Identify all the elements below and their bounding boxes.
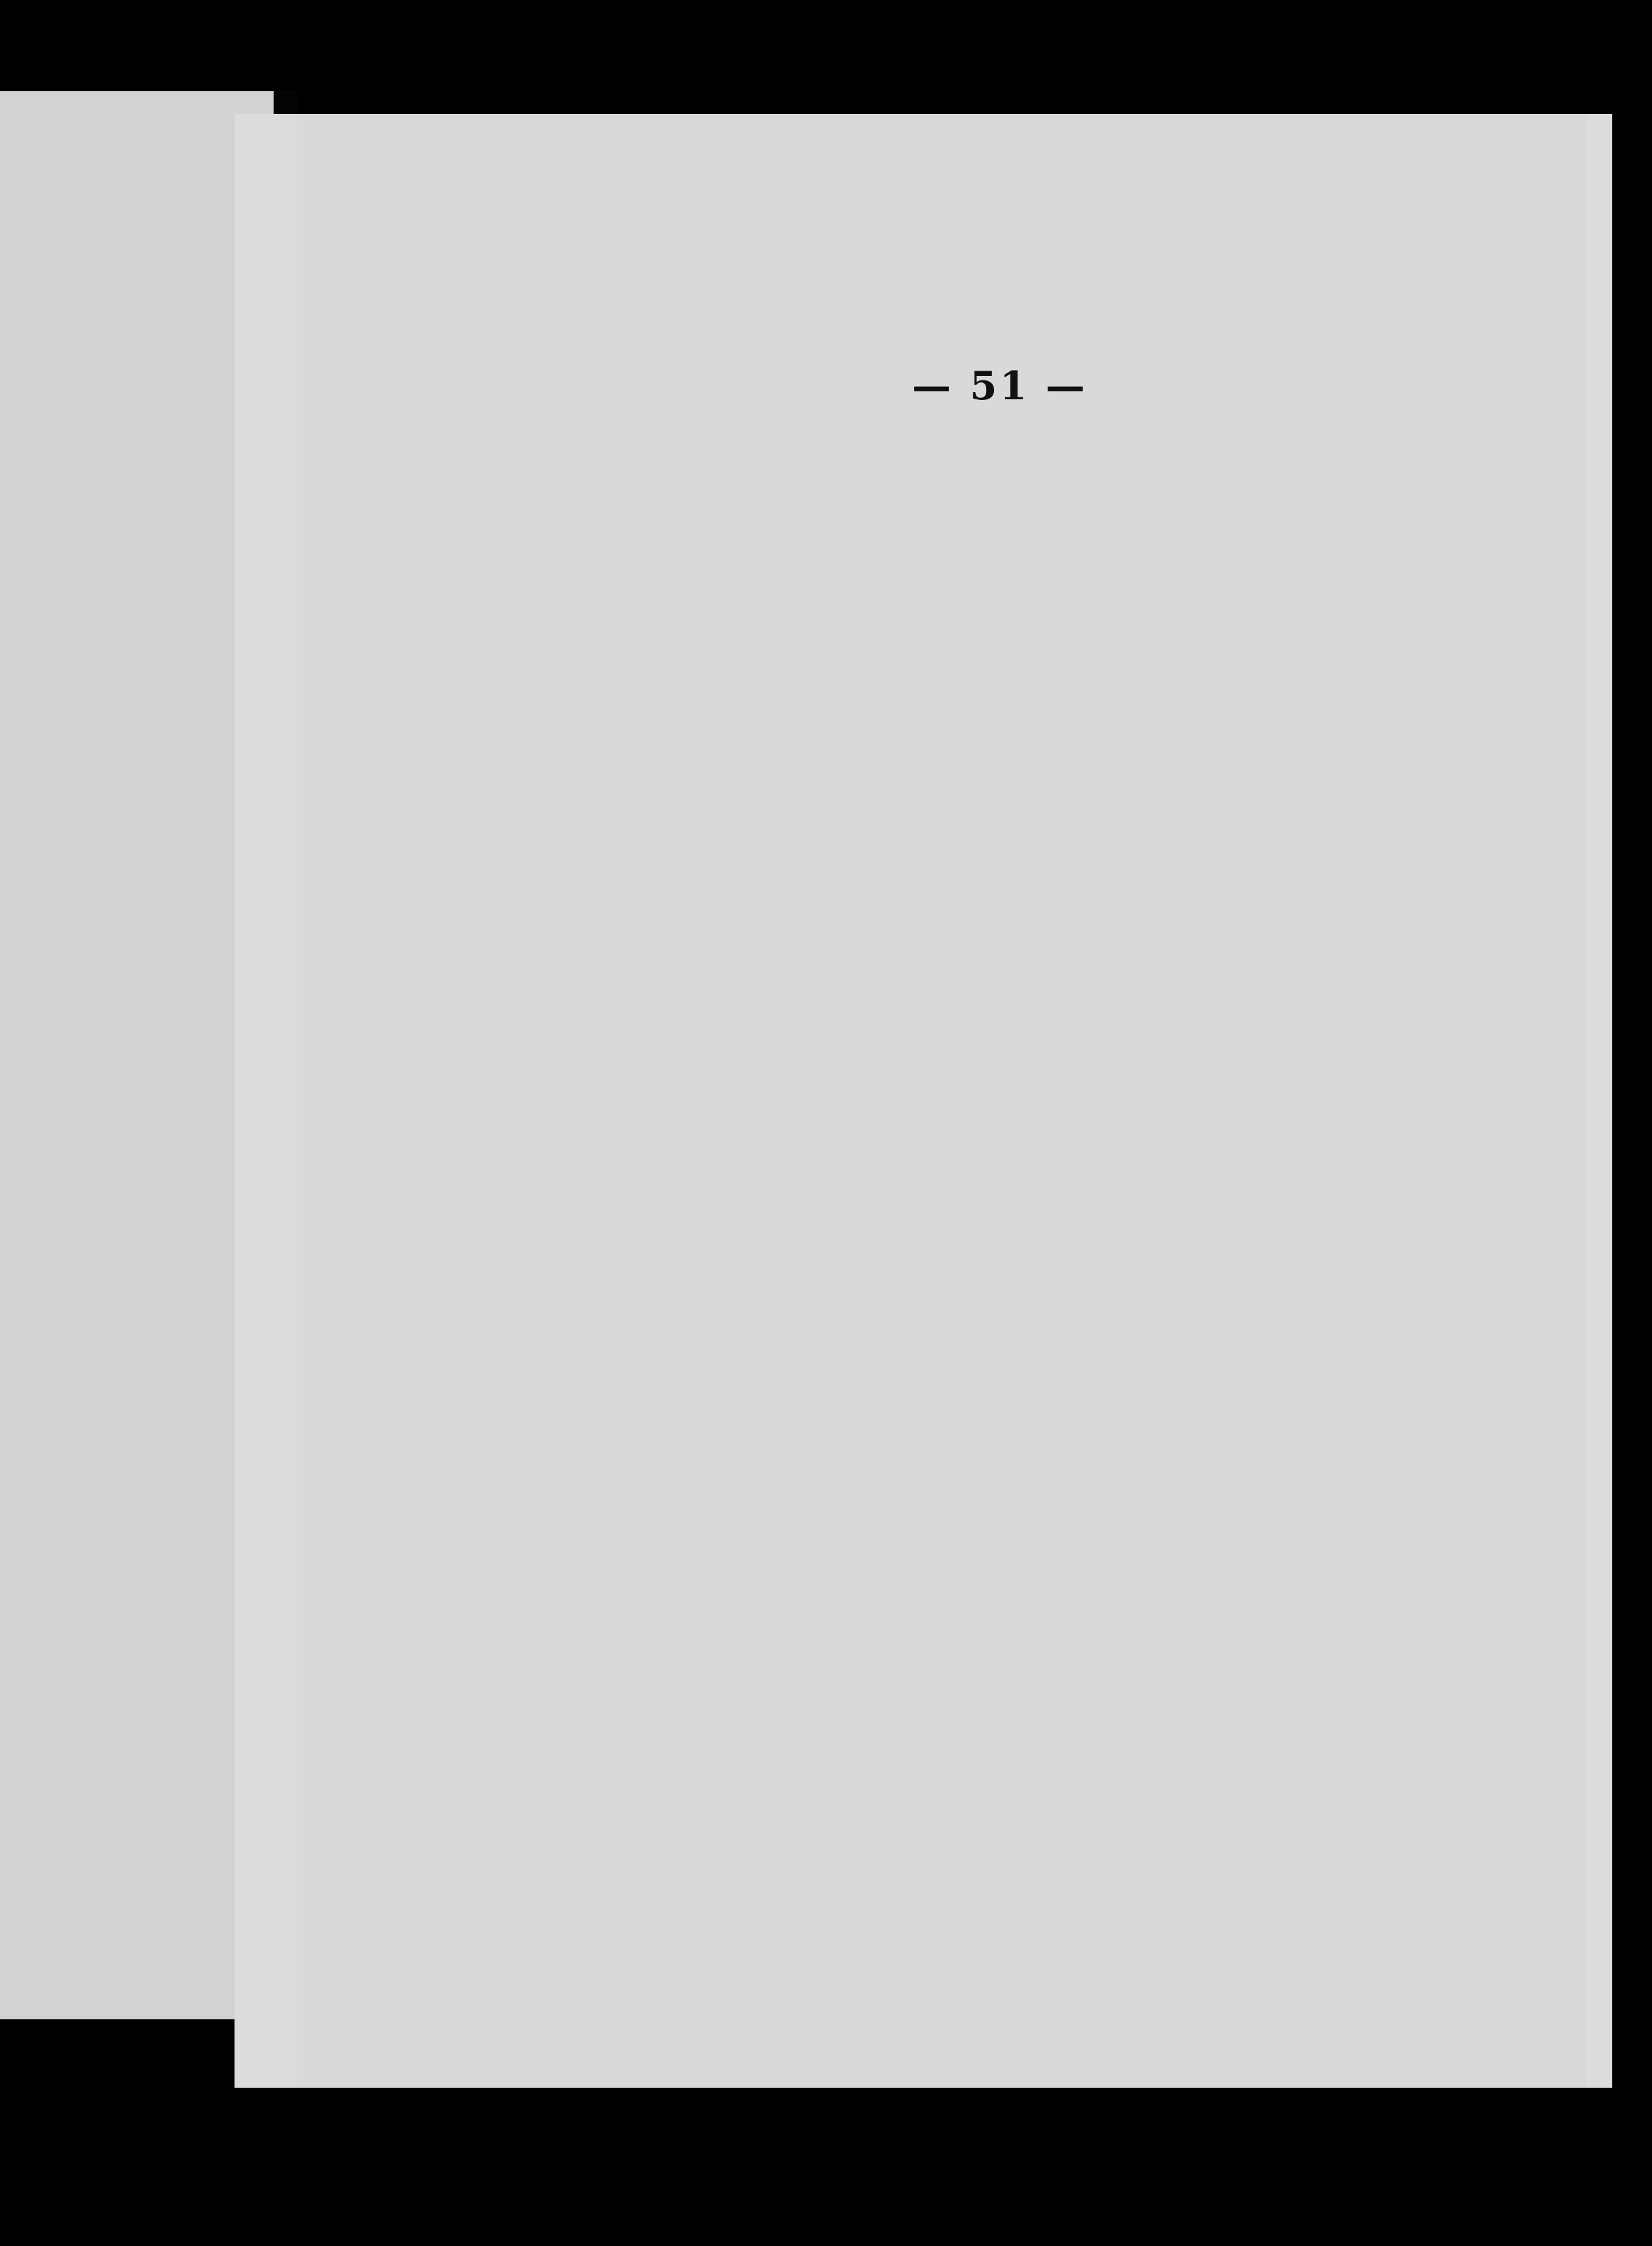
- french-item-line: [495, 1488, 509, 1522]
- left-facing-page: [0, 91, 274, 2019]
- french-item-line: [495, 681, 509, 715]
- french-item-line: [495, 948, 509, 982]
- french-item-line: [495, 733, 509, 767]
- page: [297, 114, 1587, 2088]
- french-item-line: [495, 1668, 509, 1701]
- french-item-line: [495, 1257, 509, 1291]
- french-item-line: [495, 1573, 509, 1607]
- french-item-line: [495, 1078, 509, 1112]
- french-item-line: [495, 1169, 509, 1203]
- french-item-line: [495, 896, 509, 930]
- french-item-line: [495, 1026, 509, 1060]
- page-number: — 51 —: [912, 363, 1088, 409]
- french-item-line: [495, 1208, 509, 1242]
- french-item-line: [495, 1397, 509, 1431]
- french-item-line: [495, 1345, 509, 1379]
- french-item-line: [495, 788, 509, 822]
